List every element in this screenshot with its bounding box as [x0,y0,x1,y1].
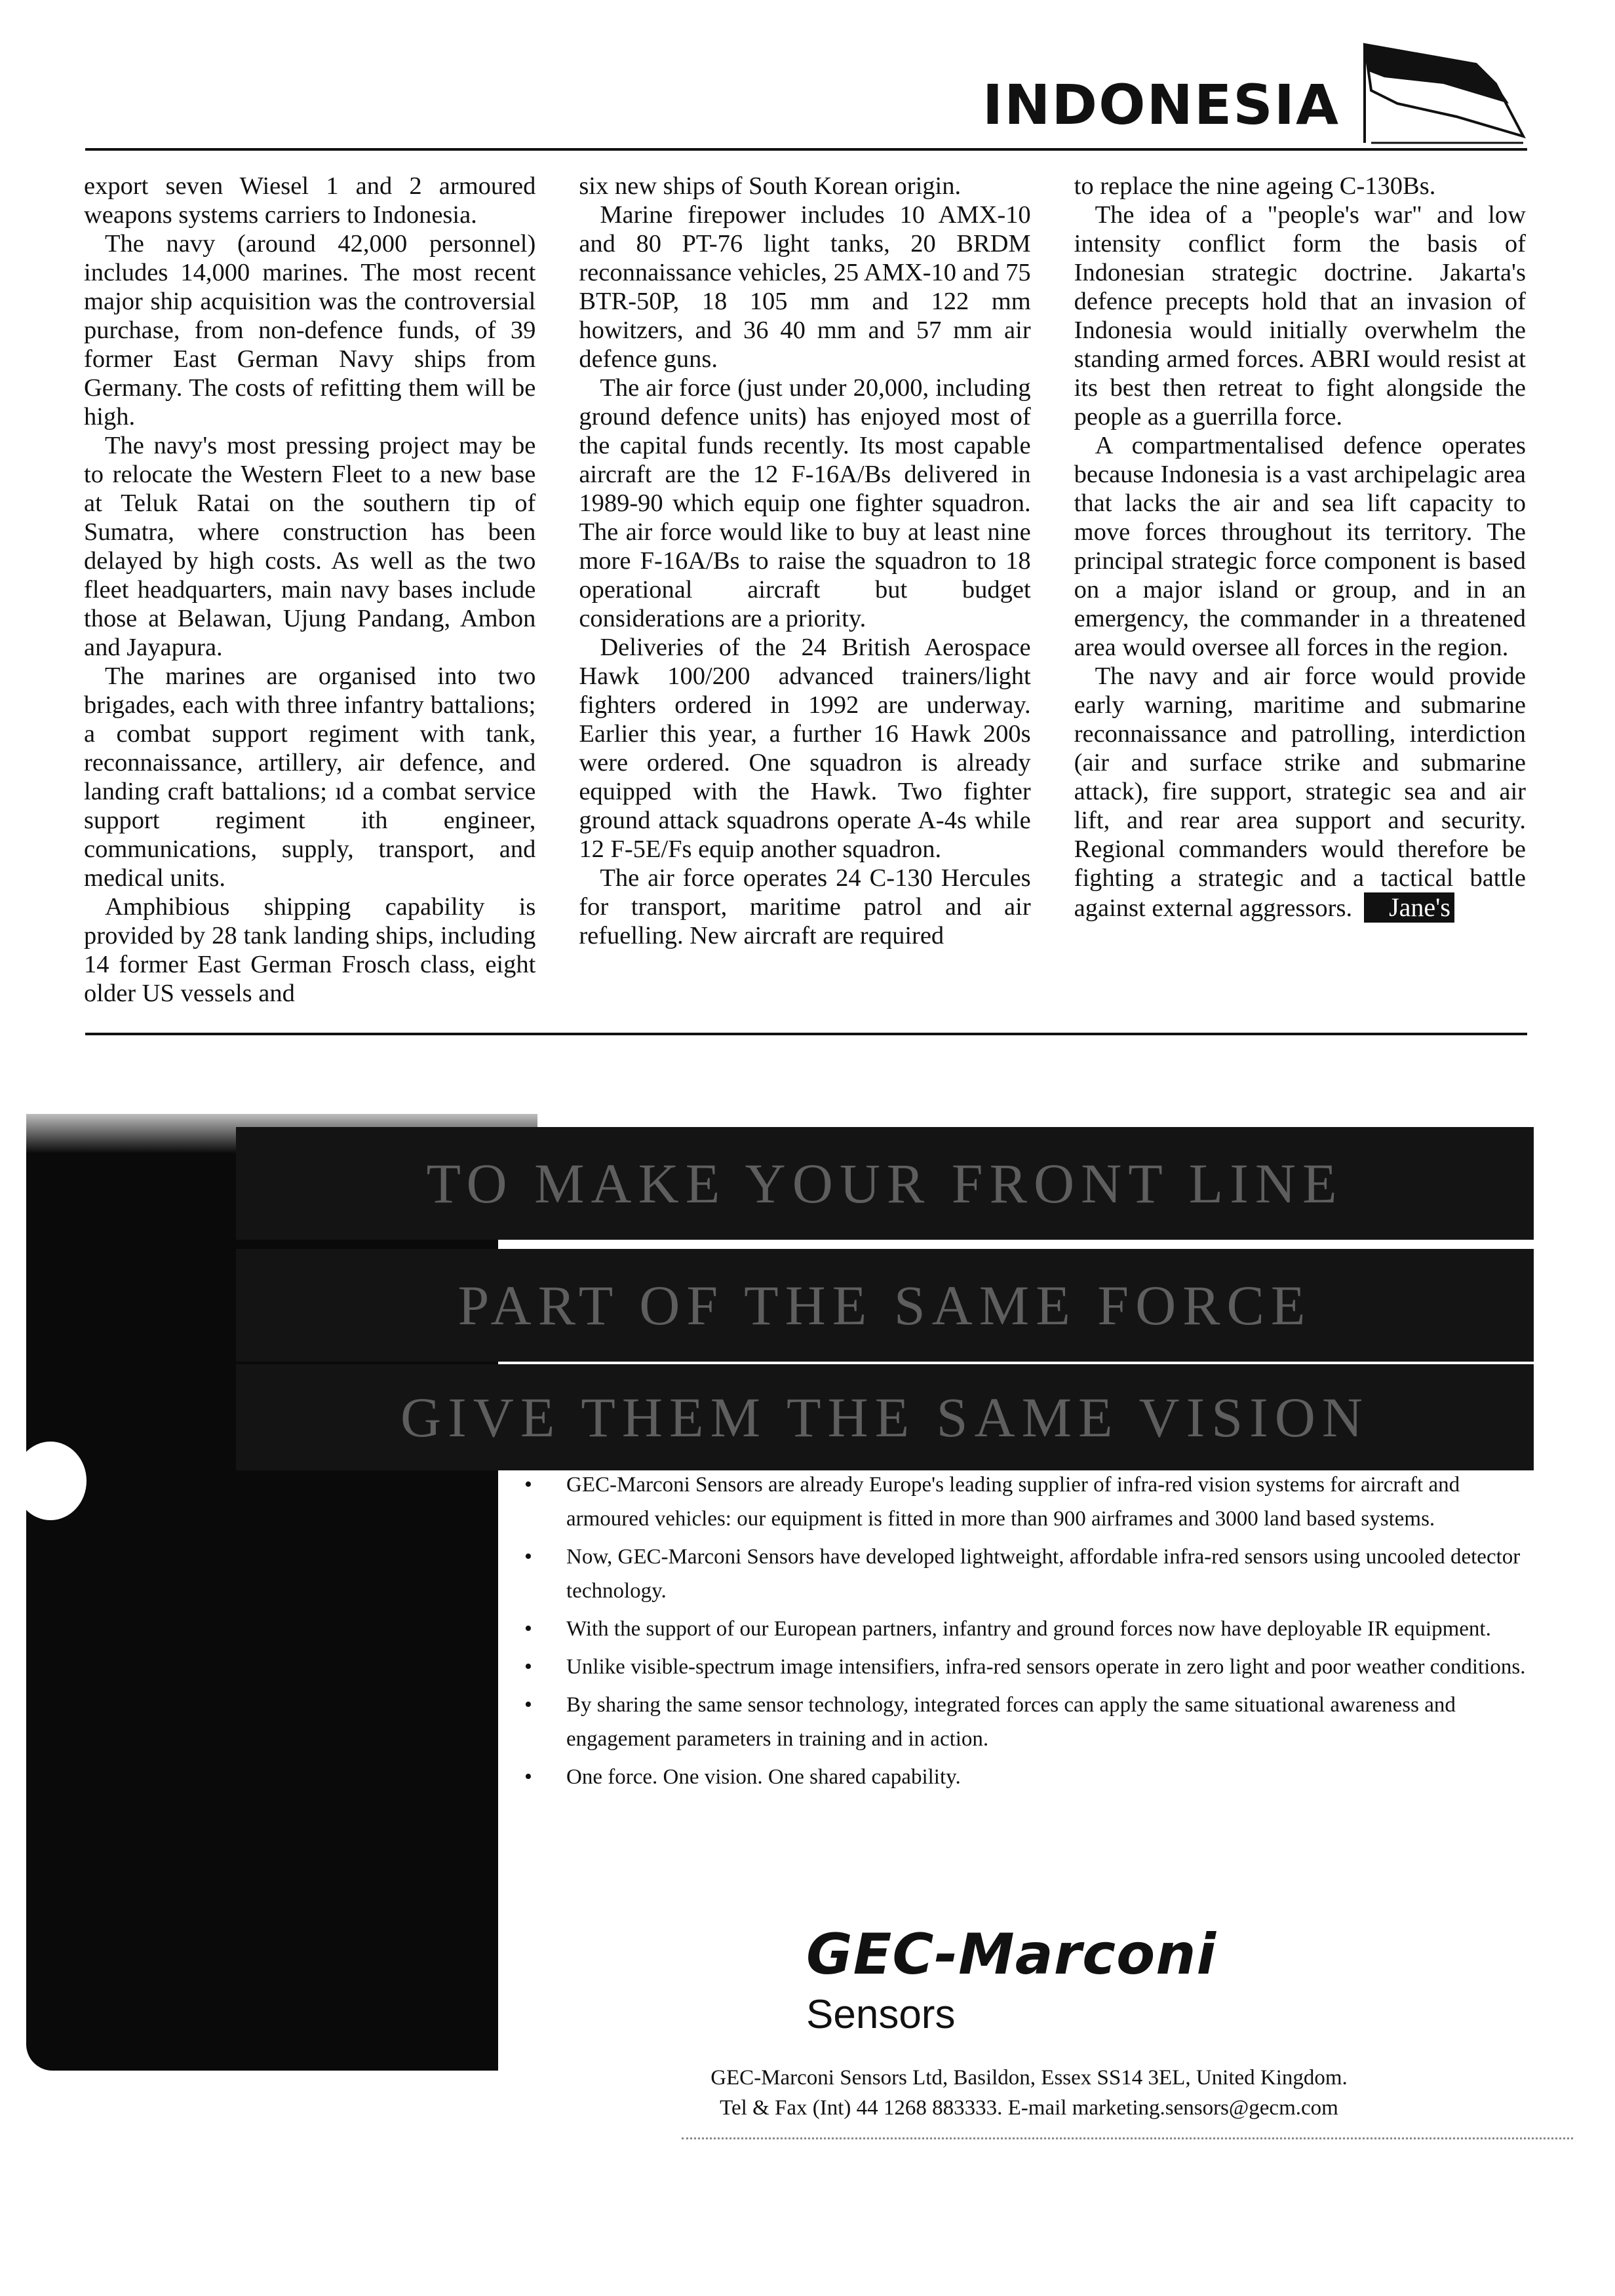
paragraph: Amphibious shipping capability is provided by 28 tank landing ships, including 14 former East German Frosch class, eight older US vessels and [84,893,536,1007]
paragraph: A compartmentalised defence operates because Indonesia is a vast archipelagic area that lacks the air and sea lift capacity to move forces throughout its territory. The principal strategic force component is based on a major island or group, and in an emergency, the commander in a threatened area would oversee all forces in the region. [1074,432,1526,661]
list-item [524,1612,1534,1646]
header-rule [85,148,1527,151]
paragraph: The idea of a "people's war" and low intensity conflict form the basis of Indonesian strategic doctrine. Jakarta's defence precepts hold that an invasion of Indonesia would initially overwhelm the standing armed forces. ABRI would resist at its best then retreat to fight alongside the people as a guerrilla force. [1074,201,1526,430]
paragraph: six new ships of South Korean origin. [579,172,962,200]
list-item-text: With the support of our European partners, infantry and ground forces now have deployable IR equipment. [566,1617,1491,1641]
ad-banner-text: PART OF THE SAME FORCE [457,1274,1312,1337]
indonesia-flag-icon [1358,38,1530,149]
list-item-text: Now, GEC-Marconi Sensors have developed lightweight, affordable infra-red sensors using uncooled detector technology. [566,1545,1521,1603]
gec-marconi-logo: GEC-Marconi [806,1922,1216,1987]
list-item [524,1688,1534,1756]
ad-contact [524,2063,1534,2123]
logo-subtitle: Sensors [806,1992,956,2037]
article-column-3 [1074,172,1526,1017]
ad-banner-1 [236,1127,1534,1240]
ad-banner-text: GIVE THEM THE SAME VISION [400,1386,1369,1449]
list-item-text: Unlike visible-spectrum image intensifiers, infra-red sensors operate in zero light and poor weather conditions. [566,1655,1526,1679]
ad-bullet-list [524,1468,1534,1798]
paragraph-text: The navy and air force would provide early warning, maritime and submarine reconnaissance and patrolling, interdiction (air and surface strike and submarine attack), fire support, strategic sea and air lift, and rear area support and security. Regional commanders would therefore be fighting a strategic and a tactical battle against external aggressors. [1074,662,1526,922]
ad-banner-3 [236,1364,1534,1470]
list-item [524,1760,1534,1794]
article-end-rule [85,1033,1527,1035]
bullet-icon: • [524,1693,532,1717]
page-bottom-line [682,2137,1573,2141]
paragraph: The navy (around 42,000 personnel) includes 14,000 marines. The most recent major ship acquisition was the controversial purchase, from non-defence funds, of 39 former East German Navy ships from Germany. The costs of refitting them will be high. [84,230,536,430]
paragraph: Deliveries of the 24 British Aerospace Hawk 100/200 advanced trainers/light fighters ordered in 1992 are underway. Earlier this year, a further 16 Hawk 200s were ordered. One squadron is already equipped with the Hawk. Two fighter ground attack squadrons operate A-4s while 12 F-5E/Fs equip another squadron. [579,634,1031,863]
paragraph: Marine firepower includes 10 AMX-10 and 80 PT-76 light tanks, 20 BRDM reconnaissance vehicles, 25 AMX-10 and 75 BTR-50P, 18 105 mm and 122 mm howitzers, and 36 40 mm and 57 mm air defence guns. [579,201,1031,373]
bullet-icon: • [524,1655,532,1679]
ad-banner-2 [236,1249,1534,1362]
list-item-text: GEC-Marconi Sensors are already Europe's leading supplier of infra-red vision systems for aircraft and armoured vehicles: our equipment is fitted in more than 900 airframes and 3000 land based systems. [566,1473,1460,1531]
ad-phone-email: Tel & Fax (Int) 44 1268 883333. E-mail marketing.sensors@gecm.com [720,2096,1338,2120]
bullet-icon: • [524,1617,532,1641]
bullet-icon: • [524,1544,532,1569]
section-title: INDONESIA [982,73,1340,137]
ad-banner-text: TO MAKE YOUR FRONT LINE [426,1152,1344,1215]
list-item-text: One force. One vision. One shared capability. [566,1765,961,1789]
list-item [524,1540,1534,1608]
paragraph-last [1074,662,1526,923]
paragraph: export seven Wiesel 1 and 2 armoured weapons systems carriers to Indonesia. [84,172,536,229]
ad-white-dot [14,1442,87,1520]
list-item-text: By sharing the same sensor technology, integrated forces can apply the same situational awareness and engagement parameters in training and in action. [566,1693,1456,1751]
ad-address: GEC-Marconi Sensors Ltd, Basildon, Essex SS14 3EL, United Kingdom. [710,2066,1348,2090]
list-item [524,1468,1534,1536]
article-column-2 [579,172,1030,1017]
bullet-icon: • [524,1765,532,1789]
paragraph: The air force operates 24 C-130 Hercules for transport, maritime patrol and air refuelling. New aircraft are required [579,864,1031,949]
article-body [84,172,1526,1017]
paragraph: to replace the nine ageing C-130Bs. [1074,172,1436,200]
list-item [524,1650,1534,1684]
article-column-1 [84,172,535,1017]
paragraph: The navy's most pressing project may be to relocate the Western Fleet to a new base at Teluk Ratai on the southern tip of Sumatra, where construction has been delayed by high costs. As well as the two fleet headquarters, main navy bases include those at Belawan, Ujung Pandang, Ambon and Jayapura. [84,432,536,661]
janes-logo: Jane's [1364,892,1454,923]
bullet-icon: • [524,1472,532,1497]
paragraph: The air force (just under 20,000, including ground defence units) has enjoyed most of the capital funds recently. Its most capable aircraft are the 12 F-16A/Bs delivered in 1989-90 which equip one fighter squadron. The air force would like to buy at least nine more F-16A/Bs to raise the squadron to 18 operational aircraft but budget considerations are a priority. [579,374,1031,632]
paragraph: The marines are organised into two brigades, each with three infantry battalions; a combat support regiment with tank, reconnaissance, artillery, air defence, and landing craft battalions; ıd a combat service support regiment ith engineer, communications, supply, transport, and medical units. [84,662,536,892]
